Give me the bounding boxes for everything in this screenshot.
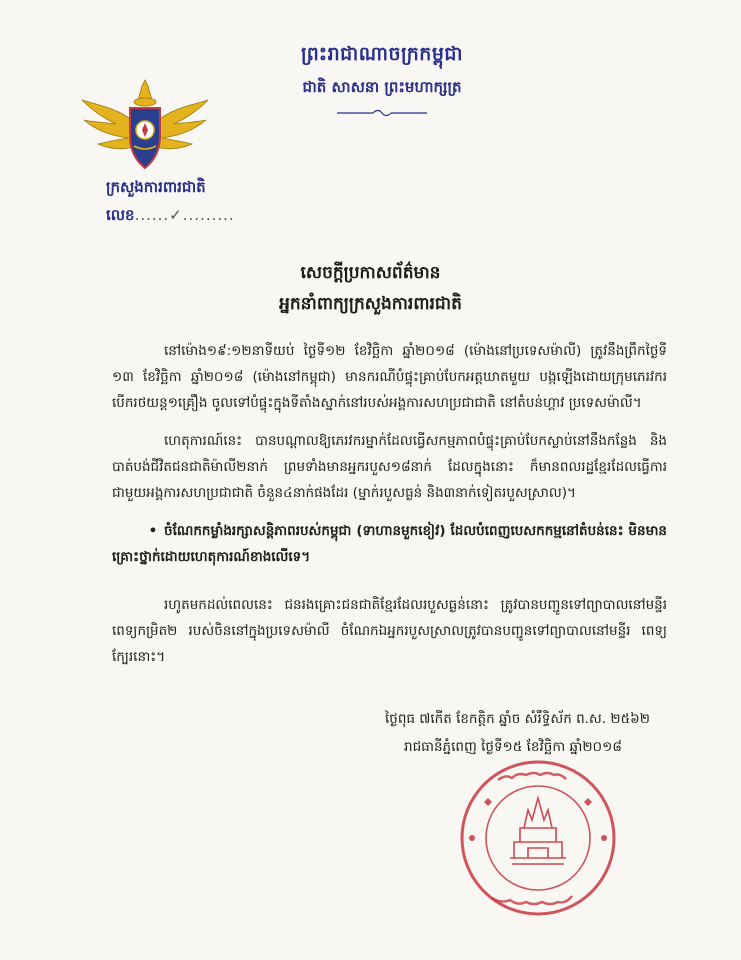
header-kingdom xyxy=(262,42,502,122)
ministry-emblem-icon xyxy=(80,78,210,178)
paragraph-2-text: ហេតុការណ៍នេះ បានបណ្តាលឱ្យភេរវករម្នាក់ដែលធ្វើសកម្មភាពបំផ្ទុះគ្រាប់បែកស្លាប់នៅនឹងកន្លែង និង បាត់បង់ជីវិតជនជាតិម៉ាលី២នាក់ ព្រមទាំងមានអ្នករបួស១៨នាក់ ដែលក្នុងនោះ ក៏មានពលរដ្ឋខ្មែរដែលធ្វើការ ជាមួយអង្គការសហប្រជាជាតិ ចំនួន៤នាក់ផងដែរ (ម្នាក់របួសធ្ងន់ និង៣នាក់ទៀតរបួសស្រាល)។ xyxy=(112,433,667,501)
lunar-date: ថ្ងៃពុធ ៧កើត ខែកត្តិក ឆ្នាំច សំរឹទ្ធិស័ក ព.ស. ២៥៦២ xyxy=(385,711,650,727)
kingdom-title: ព្រះរាជាណាចក្រកម្ពុជា xyxy=(301,43,463,65)
ornament-divider-icon xyxy=(337,108,427,118)
paragraph-3-text: ចំណែកកម្លាំងរក្សាសន្តិភាពរបស់កម្ពុជា (ទាហានមួកខៀវ) ដែលបំពេញបេសកកម្មនៅតំបន់នេះ មិនមានគ្រោះថ្នាក់ដោយហេតុការណ៍ខាងលើទេ។ xyxy=(112,523,667,565)
bullet-icon: • xyxy=(148,523,158,539)
paragraph-4 xyxy=(112,592,667,670)
document-title: សេចក្តីប្រកាសព័ត៌មាន xyxy=(300,263,441,283)
paragraph-1 xyxy=(112,338,667,416)
official-seal-icon xyxy=(458,758,618,918)
solar-date: រាជធានីភ្នំពេញ ថ្ងៃទី១៥ ខែវិច្ឆិកា ឆ្នាំ២០១៨ xyxy=(404,739,622,755)
document-subtitle: អ្នកនាំពាក្យក្រសួងការពារជាតិ xyxy=(279,294,462,314)
reference-label: លេខ xyxy=(106,206,135,224)
national-motto: ជាតិ សាសនា ព្រះមហាក្សត្រ xyxy=(302,78,462,96)
paragraph-3 xyxy=(112,518,667,570)
reference-number xyxy=(106,206,235,228)
reference-dots: ......✓......... xyxy=(134,206,235,224)
paragraph-1-text: នៅម៉ោង១៩:១២នាទីយប់ ថ្ងៃទី១២ ខែវិច្ឆិកា ឆ្នាំ២០១៨ (ម៉ោងនៅប្រទេសម៉ាលី) ត្រូវនឹងព្រឹកថ្ងៃទី ១៣ ខែវិច្ឆិកា ឆ្នាំ២០១៨ (ម៉ោងនៅកម្ពុជា) មានករណីបំផ្ទុះគ្រាប់បែកអត្តឃាតមួយ បង្កឡើងដោយក្រុមភេរវករ បើករថយន្ត១គ្រឿង ចូលទៅបំផ្ទុះក្នុងទីតាំងស្នាក់នៅរបស់អង្គការសហប្រជាជាតិ នៅតំបន់ហ្គាវ ប្រទេសម៉ាលី។ xyxy=(112,343,667,411)
paragraph-4-text: រហូតមកដល់ពេលនេះ ជនរងគ្រោះជនជាតិខ្មែរដែលរបួសធ្ងន់នោះ ត្រូវបានបញ្ជូនទៅព្យាបាលនៅមន្ទីរ ពេទ្យកម្រិត២ របស់ចិននៅក្នុងប្រទេសម៉ាលី ចំណែកឯអ្នករបួសស្រាលត្រូវបានបញ្ជូនទៅព្យាបាលនៅមន្ទីរ ពេទ្យក្បែរនោះ។ xyxy=(112,597,667,665)
ministry-name: ក្រសួងការពារជាតិ xyxy=(106,178,206,196)
paragraph-2 xyxy=(112,428,667,506)
